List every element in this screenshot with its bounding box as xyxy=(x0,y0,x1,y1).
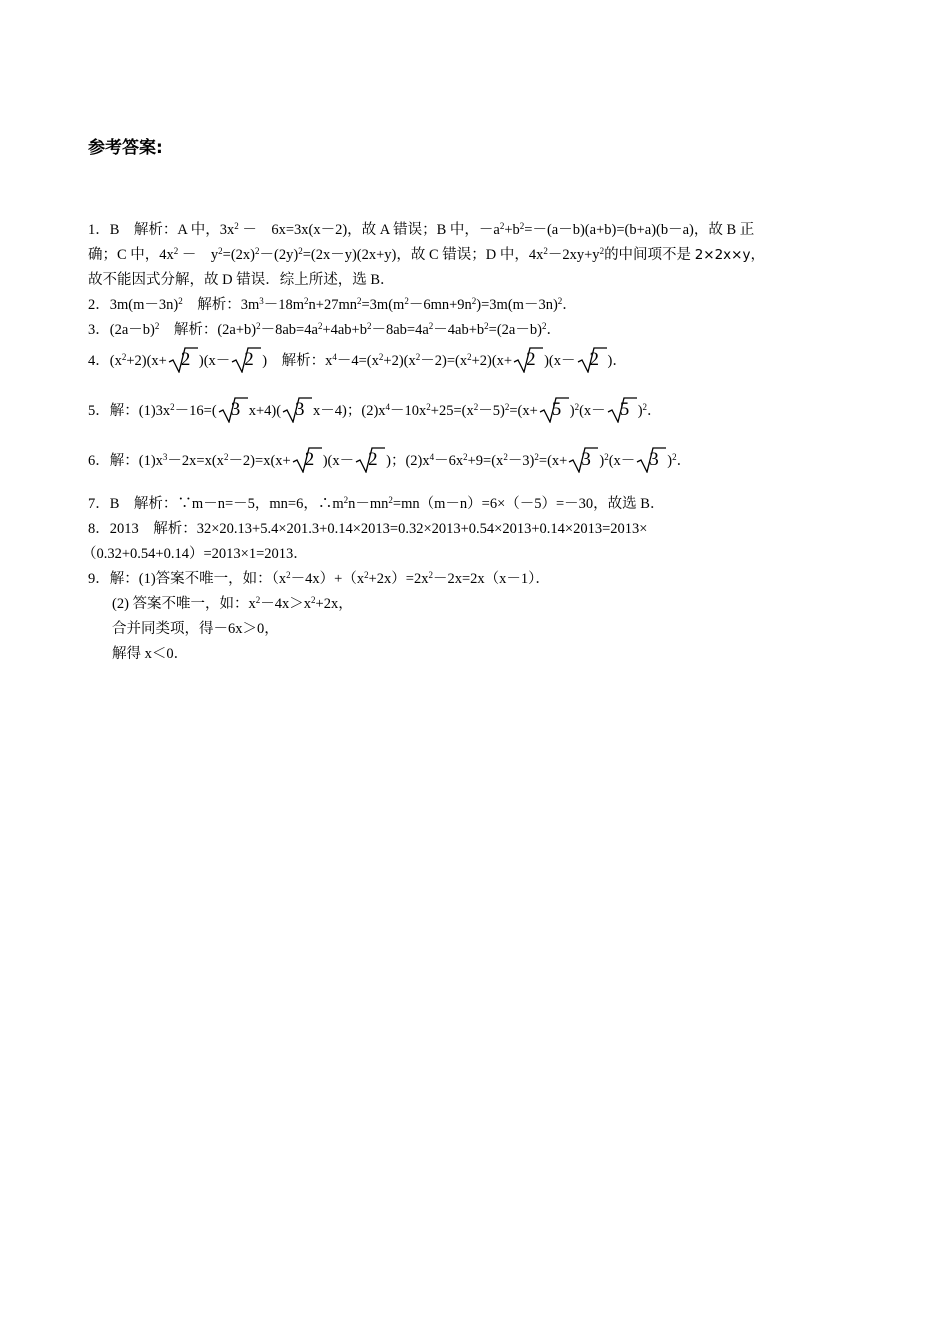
answer-1-line-3: 故不能因式分解，故 D 错误．综上所述，选 B． xyxy=(88,272,395,288)
answer-8-line-1: 8．2013 解析：32×20.13+5.4×201.3+0.14×2013=0.32×2013+0.54×2013+0.14×2013=2013× xyxy=(88,521,648,537)
answer-7: 7．B 解析：∵m－n=－5，mn=6，$\therefore m^2n-mn^2=mn(m-n)=6\times(-5)=-30$，故选 B． xyxy=(88,495,665,512)
answer-2: 2．$3m(m-3n)^2$ 解析：$3m^3-18m^2n+27mn^2=3m(m^2-6mn+9n^2)=3m(m-3n)^2$． xyxy=(88,296,577,313)
square-root-sign: 2 xyxy=(513,347,543,373)
square-root-sign: 3 xyxy=(636,447,666,473)
square-root-sign: 2 xyxy=(292,447,322,473)
answer-6: 6．解：$(1)x^3-2x=x(x^2-2)=x(x+$ 2 )(x－ 2 )；$(2)x^4-6x^2+9=(x^2-3)^2=(x+$ 3 )$^2$(x－ 3 )$^2$． xyxy=(88,447,691,473)
answer-9-line-2: (2) 答案不唯一，如：$x^2-4x>x^2+2x$， xyxy=(112,595,353,612)
answer-3: 3．$(2a-b)^2$ 解析：$(2a+b)^2-8ab=4a^2+4ab+b^2-8ab=4a^2-4ab+b^2=(2a-b)^2$． xyxy=(88,321,561,338)
square-root-sign: 5 xyxy=(539,397,569,423)
page-title: 参考答案: xyxy=(88,138,163,158)
square-root-sign: 5 xyxy=(607,397,637,423)
square-root-sign: 2 xyxy=(168,347,198,373)
square-root-sign: 2 xyxy=(355,447,385,473)
answer-1-line-1: 1．B 解析：A 中，$3x^2$ － 6x=3x(x－2)，故 A 错误；B 中，$-a^2+b^2=-(a-b)(a+b)=(b+a)(b-a)$，故 B 正 xyxy=(88,221,755,238)
square-root-sign: 3 xyxy=(218,397,248,423)
answer-1-line-2: 确；C 中，$4x^2$ － $y^2=(2x)^2-(2y)^2=(2x-y)(2x+y)$，故 C 错误；D 中，$4x^2-2xy+y^2$的中间项不是 2×2x×y， xyxy=(88,246,765,263)
answer-4: 4．$(x^2+2)(x+$ 2 )(x－ 2 ) 解析：$x^4-4=(x^2+2)(x^2-2)=(x^2+2)(x+$ 2 )(x－ 2 )． xyxy=(88,347,627,373)
answer-9-line-4: 解得 x＜0． xyxy=(112,646,189,662)
answer-9-line-3: 合并同类项，得－6x＞0， xyxy=(112,621,279,637)
square-root-sign: 2 xyxy=(577,347,607,373)
square-root-sign: 3 xyxy=(568,447,598,473)
square-root-sign: 2 xyxy=(231,347,261,373)
answer-9-line-1: 9．解：(1)答案不唯一，如：$(x^2-4x)+(x^2+2x)=2x^2-2x=2x(x-1)$． xyxy=(88,570,550,587)
answer-8-line-2: （0.32+0.54+0.14）=2013×1=2013． xyxy=(82,546,308,562)
answer-5: 5．解：$(1)3x^2-16=$( 3 x+4)( 3 x－4)；$(2)x^4-10x^2+25=(x^2-5)^2=(x+$ 5 )$^2$(x－ 5 )$^2$． xyxy=(88,397,662,423)
square-root-sign: 3 xyxy=(282,397,312,423)
